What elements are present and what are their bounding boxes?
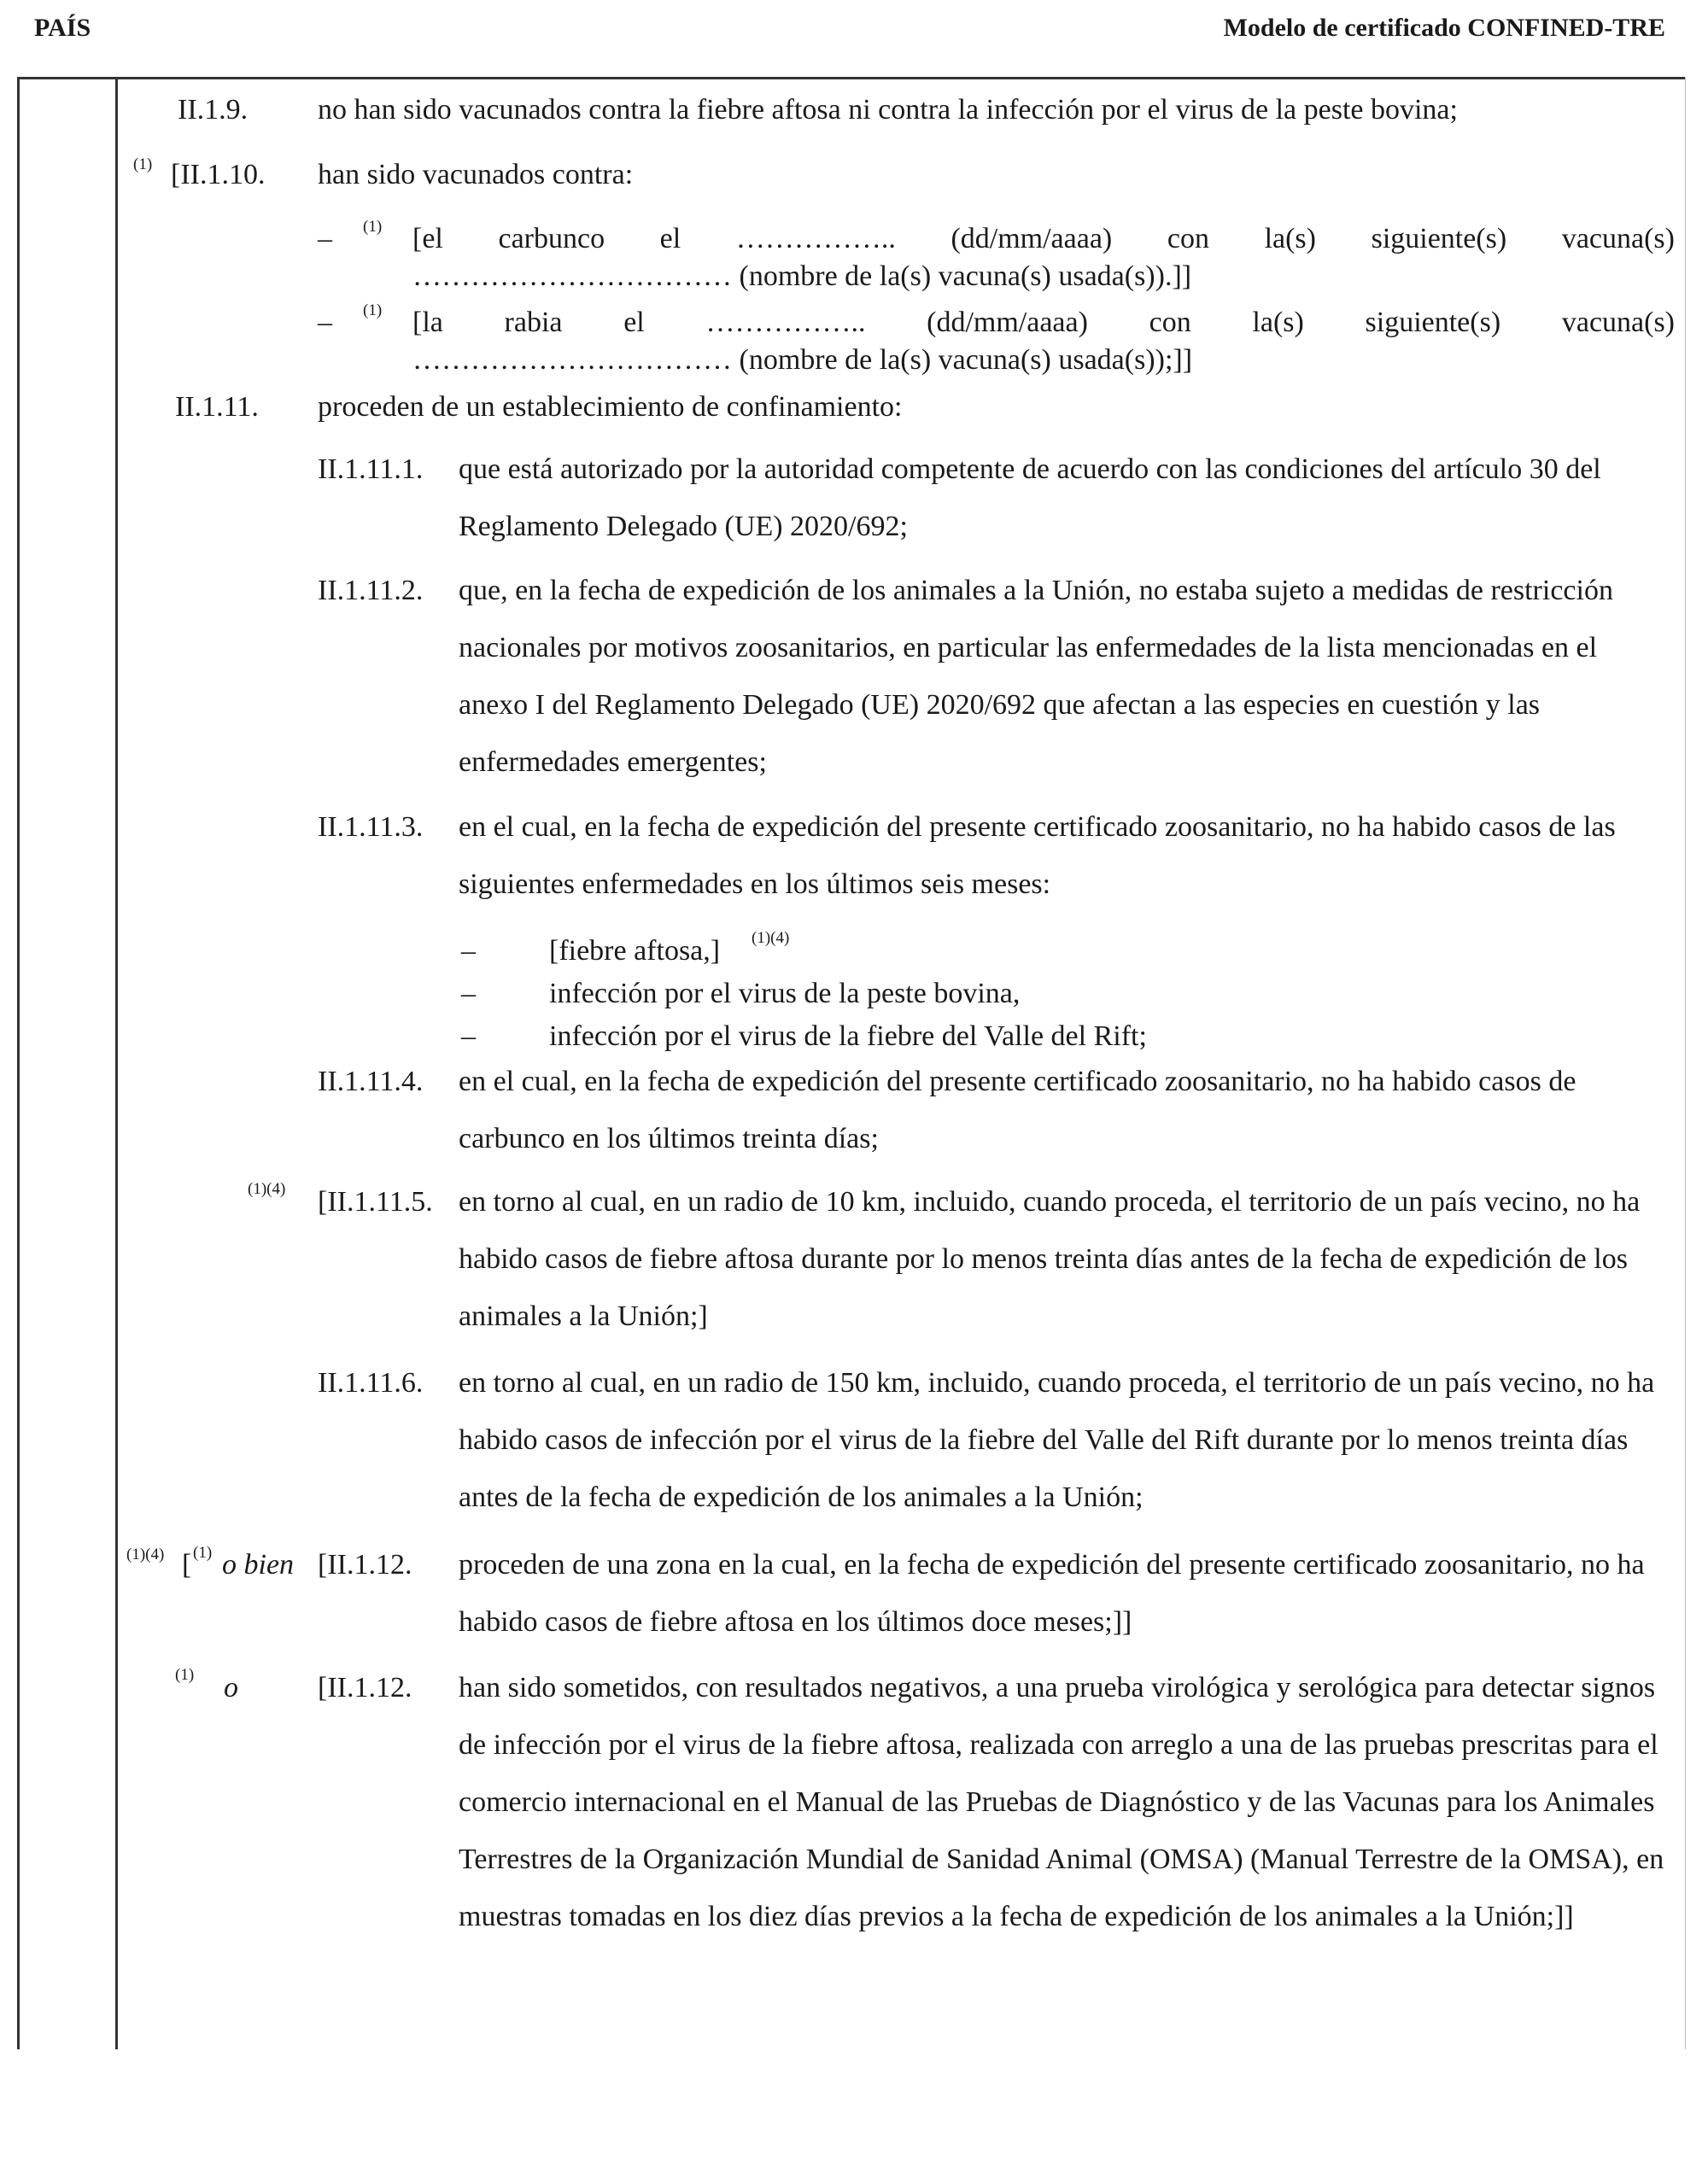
header-model: Modelo de certificado CONFINED-TRE: [1223, 14, 1665, 42]
clause-1111-number: II.1.11.: [175, 391, 259, 423]
disease-item-1-footnote: (1)(4): [752, 929, 790, 947]
clause-1110-number: [II.1.10.: [171, 159, 266, 190]
disease-item-1-dash: –: [461, 935, 476, 967]
header-country: PAÍS: [34, 14, 91, 42]
clause-1112b-footnote: (1): [175, 1666, 195, 1684]
frame-inner-border: [115, 77, 118, 2049]
clause-1112a-text: proceden de una zona en la cual, en la fecha de expedición del presente certificado zoosanitario, no ha habido casos de fiebre aftosa en los últimos doce meses;]]: [459, 1549, 1645, 1638]
subclause-11115-number: [II.1.11.5.: [318, 1186, 433, 1218]
clause-1112a-number: [II.1.12.: [318, 1549, 412, 1581]
clause-1112b-number: [II.1.12.: [318, 1672, 412, 1703]
subclause-11115-footnote: (1)(4): [248, 1180, 286, 1198]
vaccine-item-1-footnote: (1): [363, 218, 383, 236]
vaccine-item-2-line1: [la rabia el …………….. (dd/mm/aaaa) con la(s) siguiente(s) vacuna(s): [412, 307, 1675, 338]
subclause-11115-text: en torno al cual, en un radio de 10 km, incluido, cuando proceda, el territorio de un país vecino, no ha habido casos de fiebre aftosa durante por lo menos treinta días antes de la fecha de expedición de los animales a la Unión;]: [459, 1186, 1641, 1332]
frame-top-border: [17, 77, 1686, 79]
subclause-11114-number: II.1.11.4.: [318, 1066, 424, 1097]
subclause-11116-number: II.1.11.6.: [318, 1367, 424, 1399]
subclause-11114-text: en el cual, en la fecha de expedición del presente certificado zoosanitario, no ha habido casos de carbunco en los últimos treinta días;: [459, 1066, 1576, 1154]
clause-1112a-footnote-outer: (1)(4): [126, 1546, 165, 1563]
subclause-11111-number: II.1.11.1.: [318, 453, 424, 485]
vaccine-item-1-line2: …………………………… (nombre de la(s) vacuna(s) usada(s)).]]: [412, 260, 1192, 292]
disease-item-2-text: infección por el virus de la peste bovina,: [549, 978, 1021, 1009]
vaccine-item-2-line2: …………………………… (nombre de la(s) vacuna(s) usada(s));]]: [412, 344, 1193, 376]
clause-1112a-footnote-inner: (1): [193, 1544, 213, 1562]
clause-119-number: II.1.9.: [178, 94, 249, 126]
vaccine-item-1-dash: –: [318, 223, 332, 254]
subclause-11112-number: II.1.11.2.: [318, 575, 424, 606]
clause-1112a-label: o bien: [222, 1549, 295, 1581]
subclause-11113-text: en el cual, en la fecha de expedición del presente certificado zoosanitario, no ha habido casos de las siguientes enfermedades en los últimos seis meses:: [459, 811, 1616, 900]
subclause-11116-text: en torno al cual, en un radio de 150 km, incluido, cuando proceda, el territorio de un país vecino, no ha habido casos de infección por el virus de la fiebre del Valle del Rift durante por lo menos treinta días antes de la fecha de expedición de los animales a la Unión;: [459, 1367, 1655, 1513]
clause-1112a-bracket: [: [182, 1549, 192, 1581]
clause-1110-text: han sido vacunados contra:: [318, 159, 634, 190]
disease-item-3-dash: –: [461, 1020, 476, 1052]
vaccine-item-2-footnote: (1): [363, 301, 383, 319]
clause-1112b-text: han sido sometidos, con resultados negativos, a una prueba virológica y serológica para detectar signos de infección por el virus de la fiebre aftosa, realizada con arreglo a una de las pruebas prescritas para el comercio internacional en el Manual de las Pruebas de Diagnóstico y de las Vacunas para los Animales Terrestres de la Organización Mundial de Sanidad Animal (OMSA) (Manual Terrestre de la OMSA), en muestras tomadas en los diez días previos a la fecha de expedición de los animales a la Unión;]]: [459, 1672, 1664, 1932]
disease-item-1-text: [fiebre aftosa,]: [549, 935, 721, 967]
subclause-11111-text: que está autorizado por la autoridad competente de acuerdo con las condiciones del artículo 30 del Reglamento Delegado (UE) 2020/692;: [459, 453, 1601, 542]
frame-left-border: [17, 77, 20, 2049]
vaccine-item-1-line1: [el carbunco el …………….. (dd/mm/aaaa) con la(s) siguiente(s) vacuna(s): [412, 223, 1675, 254]
clause-1112b-label: o: [224, 1672, 238, 1703]
vaccine-item-2-dash: –: [318, 307, 332, 338]
disease-item-3-text: infección por el virus de la fiebre del Valle del Rift;: [549, 1020, 1147, 1052]
clause-1111-text: proceden de un establecimiento de confinamiento:: [318, 391, 903, 423]
frame-right-border: [1685, 77, 1686, 2049]
disease-item-2-dash: –: [461, 978, 476, 1009]
clause-1110-footnote: (1): [133, 155, 153, 173]
clause-119-text: no han sido vacunados contra la fiebre aftosa ni contra la infección por el virus de la peste bovina;: [318, 94, 1458, 126]
subclause-11112-text: que, en la fecha de expedición de los animales a la Unión, no estaba sujeto a medidas de restricción nacionales por motivos zoosanitarios, en particular las enfermedades de la lista mencionadas en el anexo I del Reglamento Delegado (UE) 2020/692 que afectan a las especies en cuestión y las enfermedades emergentes;: [459, 575, 1613, 778]
subclause-11113-number: II.1.11.3.: [318, 811, 424, 843]
